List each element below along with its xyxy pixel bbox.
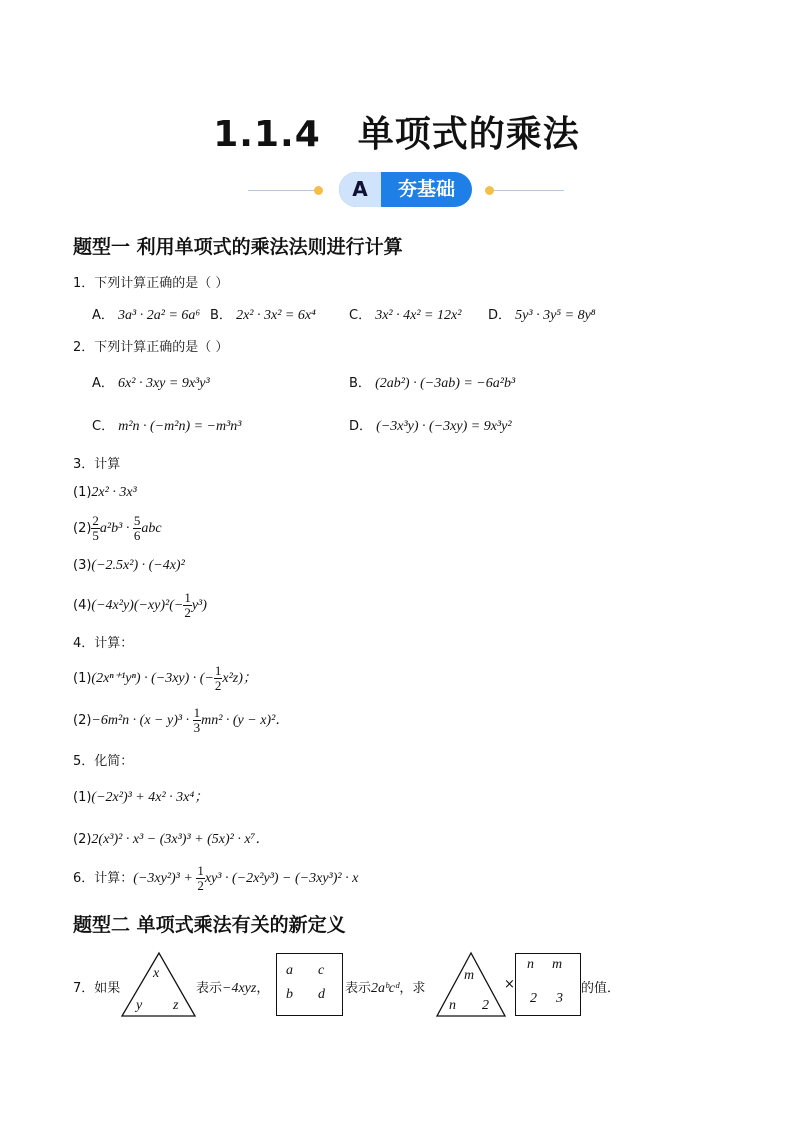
- q7-triangle-2: [435, 950, 507, 1020]
- banner-right-dot: [485, 186, 494, 195]
- q5-item-2: (2)2(x³)² · x³ − (3x³)³ + (5x)² · x⁷．: [73, 832, 270, 847]
- q3-stem: 3．计算: [73, 457, 121, 472]
- tri2-right: 2: [482, 998, 489, 1013]
- triangle-shape: [122, 953, 195, 1016]
- q3-item-2: (2) $\frac{2}{5}$ a²b³ · $\frac{5}{6}$ abc: [73, 513, 162, 543]
- q2-option-d: D． (−3x³y) · (−3xy) = 9x³y²: [349, 419, 512, 434]
- q7-times: ×: [504, 977, 515, 992]
- fraction: $\frac{1}{2}$: [214, 663, 222, 693]
- q6: 6．计算：(−3xy²)³ + $\frac{1}{2}$ xy³ · (−2x²y³) − (−3xy³)² · x: [73, 863, 359, 893]
- tri1-left: y: [136, 998, 143, 1013]
- q1-option-d: D． 5y³ · 3y⁵ = 8y⁸: [488, 308, 596, 323]
- box2-c: m: [552, 957, 563, 972]
- q2-stem: 2．下列计算正确的是（ ）: [73, 340, 229, 355]
- q7-text-1: 表示−4xyz，: [196, 981, 270, 996]
- page-title: 1.1.4 单项式的乘法: [213, 114, 580, 155]
- section-heading-1: 题型一 利用单项式的乘法法则进行计算: [73, 236, 403, 258]
- tri2-left: n: [449, 998, 456, 1013]
- box1-a: a: [286, 963, 293, 978]
- q7-text-2: 表示2aᵇcᵈ，求: [345, 981, 426, 996]
- fraction: $\frac{1}{2}$: [184, 590, 191, 620]
- box1-c: c: [318, 963, 325, 978]
- q5-item-1: (1)(−2x²)³ + 4x² · 3x⁴；: [73, 790, 209, 805]
- tri1-top: x: [153, 966, 160, 981]
- q3-item-1: (1)2x² · 3x³: [73, 485, 137, 500]
- q7-triangle-1: [120, 950, 198, 1020]
- q2-option-c: C． m²n · (−m²n) = −m³n³: [92, 419, 242, 434]
- banner-letter: A: [339, 172, 381, 207]
- q7-box-2: [515, 953, 581, 1016]
- q1-option-c: C． 3x² · 4x² = 12x²: [349, 308, 462, 323]
- section-banner: [0, 172, 793, 208]
- q2-option-a: A． 6x² · 3xy = 9x³y³: [92, 376, 210, 391]
- q7-text-3: 的值．: [581, 981, 621, 996]
- q4-item-1: (1)(2xⁿ⁺¹yⁿ) · (−3xy) · (− $\frac{1}{2}$ x²z)；: [73, 663, 257, 693]
- q3-item-3: (3)(−2.5x²) · (−4x)²: [73, 558, 185, 573]
- q4-item-2: (2)−6m²n · (x − y)³ · $\frac{1}{3}$ mn² · (y − x)²．: [73, 705, 290, 735]
- fraction: $\frac{5}{6}$: [133, 513, 141, 543]
- fraction: $\frac{1}{2}$: [197, 863, 204, 893]
- box2-a: n: [527, 957, 534, 972]
- q3-item-4: (4)(−4x²y)(−xy)²(− $\frac{1}{2}$ y³): [73, 590, 207, 620]
- tri1-right: z: [173, 998, 179, 1013]
- banner-pill: [339, 172, 472, 207]
- banner-left-dot: [314, 186, 323, 195]
- q5-stem: 5．化简：: [73, 754, 134, 769]
- q1-stem: 1．下列计算正确的是（ ）: [73, 276, 229, 291]
- banner-left-line: [248, 190, 318, 191]
- banner-text: 夯基础: [397, 178, 455, 200]
- q4-stem: 4．计算：: [73, 636, 134, 651]
- triangle-shape: [437, 953, 505, 1016]
- tri2-top: m: [464, 968, 475, 983]
- box2-d: 3: [556, 991, 563, 1006]
- fraction: $\frac{1}{3}$: [193, 705, 201, 735]
- box2-b: 2: [530, 991, 537, 1006]
- q1-option-b: B． 2x² · 3x² = 6x⁴: [210, 308, 316, 323]
- box1-b: b: [286, 987, 293, 1002]
- fraction: $\frac{2}{5}$: [92, 513, 99, 543]
- q1-option-a: A． 3a³ · 2a² = 6a⁶: [92, 308, 201, 323]
- banner-right-line: [494, 190, 564, 191]
- q2-option-b: B． (2ab²) · (−3ab) = −6a²b³: [349, 376, 516, 391]
- box1-d: d: [318, 987, 325, 1002]
- section-heading-2: 题型二 单项式乘法有关的新定义: [73, 914, 346, 936]
- q7-label: 7．如果: [73, 981, 121, 996]
